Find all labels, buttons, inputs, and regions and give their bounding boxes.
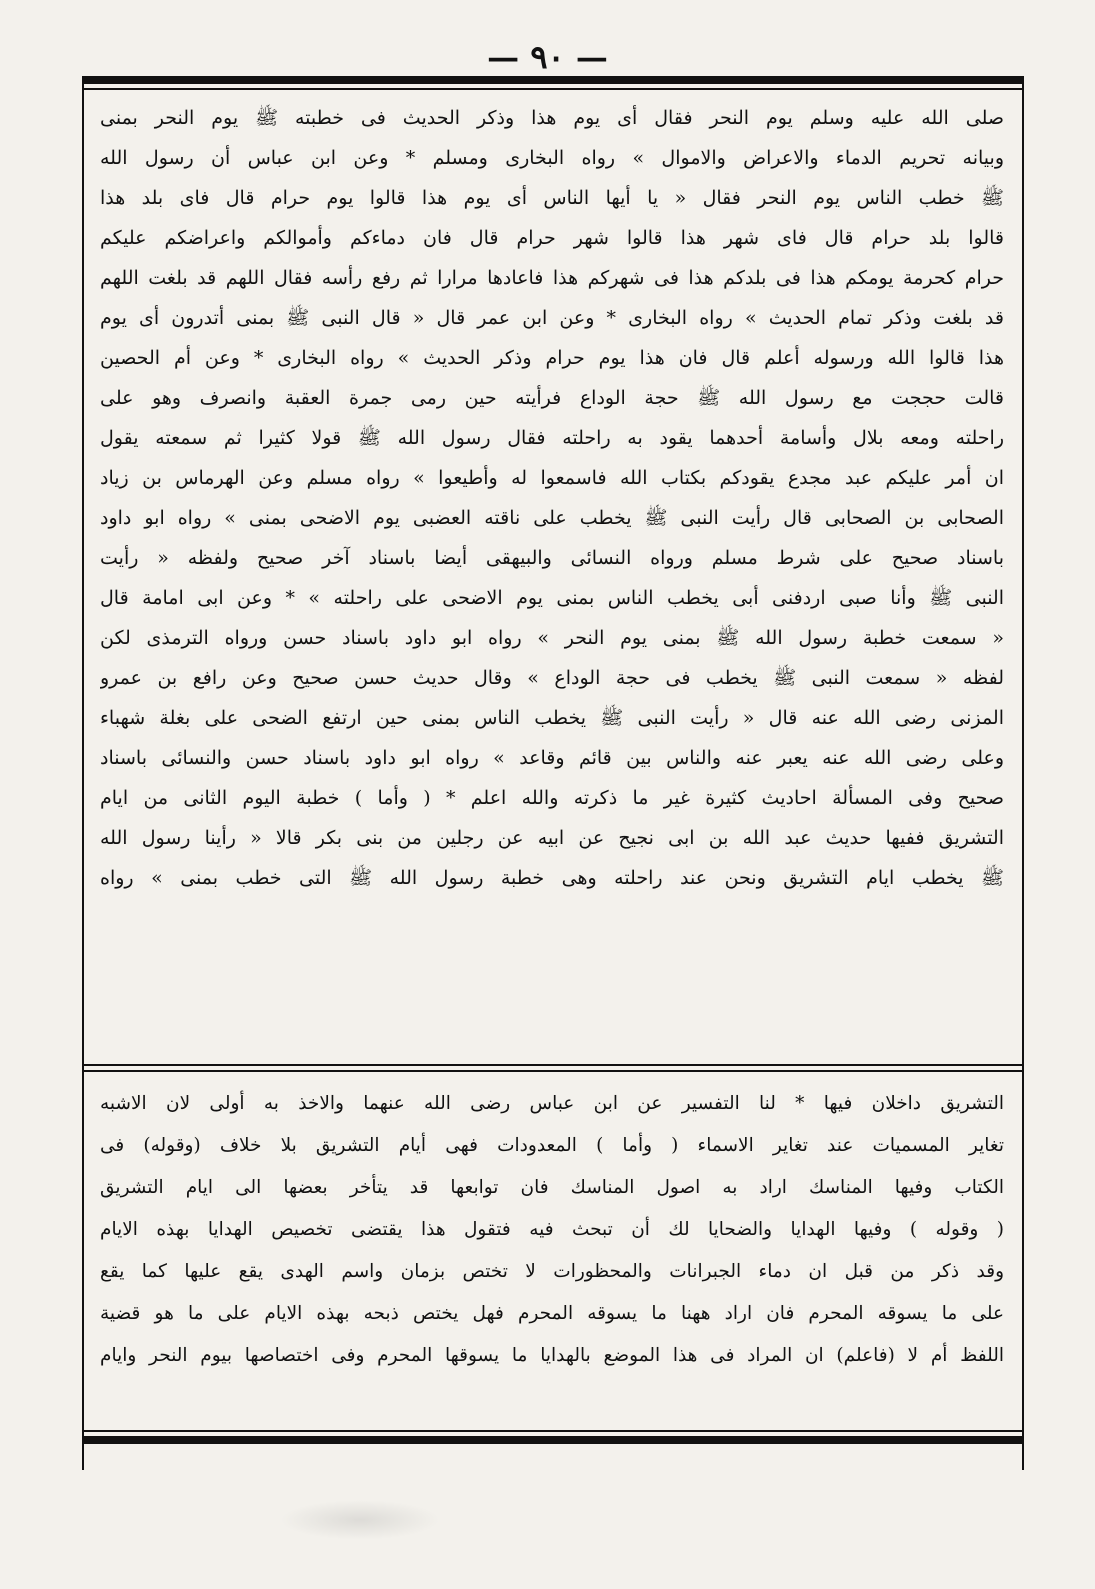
main-text-line: التشريق ففيها حديث عبد الله بن ابى نجيح عن ابيه عن رجلين من بنى بكر قالا « رأينا رسول الله <box>100 827 1004 849</box>
top-double-rule <box>82 76 1024 84</box>
main-text-line: قد بلغت وذكر تمام الحديث » رواه البخارى * وعن ابن عمر قال « قال النبى ﷺ بمنى أتدرون أى يوم <box>100 307 1004 329</box>
main-text-line: قالت حججت مع رسول الله ﷺ حجة الوداع فرأيته حين رمى جمرة العقبة وانصرف وهو على <box>100 387 1004 409</box>
section-divider-lower <box>82 1070 1024 1072</box>
main-text-line: وعلى رضى الله عنه يعبر عنه والناس بين قائم وقاعد » رواه ابو داود باسناد حسن والنسائى باسناد <box>100 747 1004 769</box>
page-number: — ٩٠ — <box>487 38 608 76</box>
commentary-text <box>100 1083 1004 1377</box>
commentary-line: التشريق داخلان فيها * لنا التفسير عن ابن عباس رضى الله عنهما والاخذ به أولى لان الاشبه <box>100 1093 1004 1114</box>
main-text-line: هذا قالوا الله ورسوله أعلم قال فان هذا يوم حرام وذكر الحديث » رواه البخارى * وعن أم الحصين <box>100 347 1004 369</box>
main-text-line: قالوا بلد حرام قال فاى شهر هذا قالوا شهر حرام قال فان دماءكم وأموالكم واعراضكم عليكم <box>100 227 1004 249</box>
commentary-line: الكتاب وفيها المناسك اراد به اصول المناسك فان توابعها قد يتأخر بعضها الى ايام التشريق <box>100 1177 1004 1198</box>
main-text-line: ﷺ يخطب ايام التشريق ونحن عند راحلته وهى خطبة رسول الله ﷺ التى خطب بمنى » رواه <box>100 867 1004 889</box>
main-text-line: المزنى رضى الله عنه قال « رأيت النبى ﷺ يخطب الناس بمنى حين ارتفع الضحى على بغلة شهباء <box>100 707 1004 729</box>
main-text-line: وبيانه تحريم الدماء والاعراض والاموال » رواه البخارى ومسلم * وعن ابن عباس أن رسول الله <box>100 147 1004 169</box>
commentary-line: وقد ذكر من قبل ان دماء الجبرانات والمحظورات لا تختص بزمان واسم الهدى يقع عليها كما يقع <box>100 1261 1004 1282</box>
main-text-line: راحلته ومعه بلال وأسامة أحدهما يقود به راحلته فقال رسول الله ﷺ قولا كثيرا ثم سمعته يقول <box>100 427 1004 449</box>
commentary-line: على ما يسوقه المحرم فان اراد ههنا ما يسوقه المحرم فهل يختص ذبحه بهذه الايام على ما هو قضية <box>100 1303 1004 1324</box>
main-text-line: حرام كحرمة يومكم هذا فى بلدكم هذا فى شهركم هذا فاعادها مرارا ثم رفع رأسه فقال اللهم قد بلغت اللهم <box>100 267 1004 289</box>
section-divider-upper <box>82 1064 1024 1066</box>
main-text-line: صلى الله عليه وسلم يوم النحر فقال أى يوم هذا وذكر الحديث فى خطبته ﷺ يوم النحر بمنى <box>100 107 1004 129</box>
main-text-line: الصحابى بن الصحابى قال رأيت النبى ﷺ يخطب على ناقته العضبى يوم الاضحى بمنى » رواه ابو داود <box>100 507 1004 529</box>
main-text-line: باسناد صحيح على شرط مسلم ورواه النسائى والبيهقى أيضا باسناد آخر صحيح ولفظه « رأيت <box>100 547 1004 569</box>
main-text-line: « سمعت خطبة رسول الله ﷺ بمنى يوم النحر » رواه ابو داود باسناد حسن ورواه الترمذى لكن <box>100 627 1004 649</box>
commentary-line: اللفظ أم لا (فاعلم) ان المراد فى هذا الموضع بالهدايا ما يسوقها المحرم وفى اختصاصها بيوم النحر وايام <box>100 1345 1004 1366</box>
commentary-line: ( وقوله ) وفيها الهدايا والضحايا لك أن تبحث فيه فتقول هذا يقتضى تخصيص الهدايا بهذه الايام <box>100 1219 1004 1240</box>
main-text-line: لفظه « سمعت النبى ﷺ يخطب فى حجة الوداع » وقال حديث حسن صحيح وعن رافع بن عمرو <box>100 667 1004 689</box>
top-inner-rule <box>82 88 1024 90</box>
main-text <box>100 98 1004 898</box>
main-text-line: النبى ﷺ وأنا صبى اردفنى أبى يخطب الناس بمنى يوم الاضحى على راحلته » * وعن ابى امامة قال <box>100 587 1004 609</box>
bottom-double-rule <box>82 1436 1024 1444</box>
commentary-line: تغاير المسميات عند تغاير الاسماء ( وأما ) المعدودات فهى أيام التشريق بلا خلاف (وقوله) فى <box>100 1135 1004 1156</box>
main-text-line: ﷺ خطب الناس يوم النحر فقال « يا أيها الناس أى يوم هذا قالوا يوم حرام قال فاى بلد هذا <box>100 187 1004 209</box>
main-text-line: صحيح وفى المسألة احاديث كثيرة غير ما ذكرته والله اعلم * ( وأما ) خطبة اليوم الثانى من ايام <box>100 787 1004 809</box>
main-text-line: ان أمر عليكم عبد مجدع يقودكم بكتاب الله فاسمعوا له وأطيعوا » رواه مسلم وعن الهرماس بن زياد <box>100 467 1004 489</box>
bottom-inner-rule <box>82 1430 1024 1432</box>
paper-stain <box>280 1500 440 1540</box>
